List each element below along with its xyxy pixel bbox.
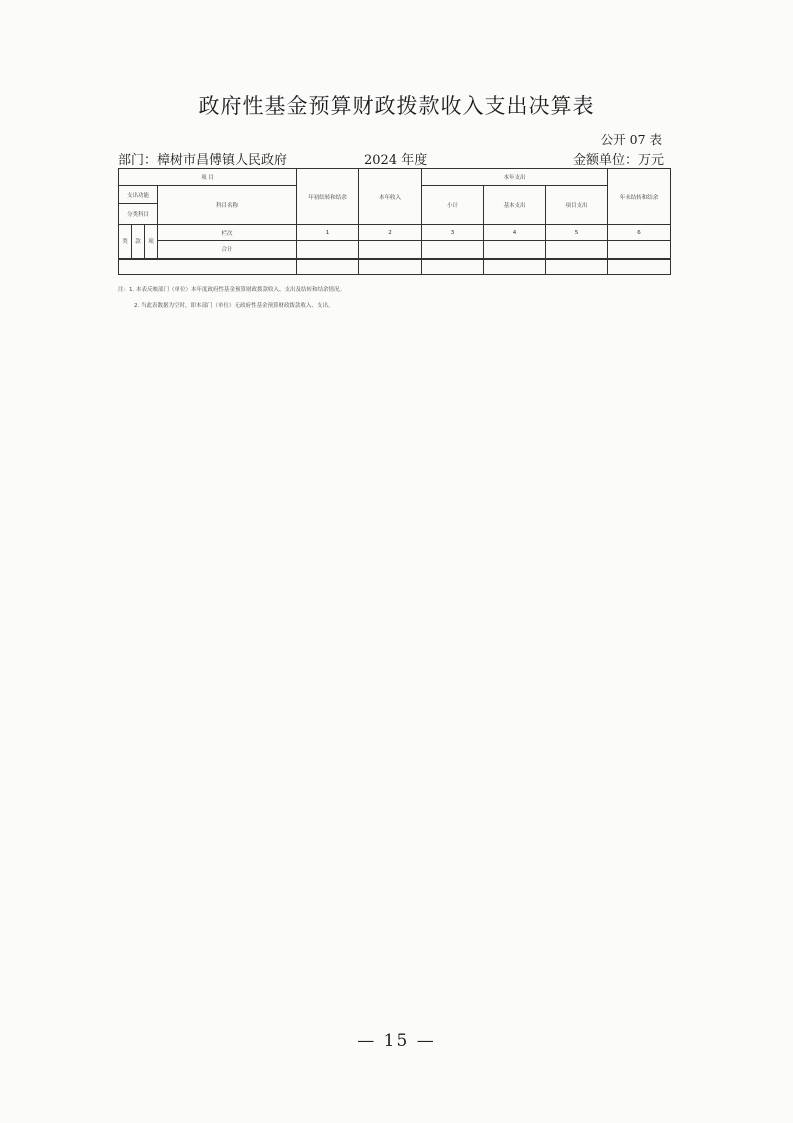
note-line: 2. 当此表数据为空时，即本部门（单位）无政府性基金预算财政拨款收入、支出。 [134,303,334,309]
column-number: 4 [484,225,546,241]
header-func-class-b: 分类科目 [119,204,158,225]
column-number: 3 [422,225,484,241]
row-label-total: 合计 [158,241,297,259]
table-cell [484,241,546,259]
table-cell [297,259,359,275]
header-subject-name: 科目名称 [158,186,297,225]
row-label-column-order: 栏次 [158,225,297,241]
header-current-income: 本年收入 [359,169,422,225]
budget-table [118,168,671,275]
meta-row [118,149,670,167]
column-number: 5 [546,225,608,241]
note-line: 注：1. 本表反映部门（单位）本年度政府性基金预算财政拨款收入、支出及结转和结余情况。 [118,287,345,293]
department-label: 部门：樟树市昌傅镇人民政府 [118,153,288,168]
unit-label: 金额单位：万元 [572,153,664,168]
table-cell [422,259,484,275]
column-number: 2 [359,225,422,241]
table-cell [608,259,671,275]
table-cell [608,241,671,259]
column-number: 1 [297,225,359,241]
header-closing-balance: 年末结转和结余 [608,169,671,225]
column-number: 6 [608,225,671,241]
page-title: 政府性基金预算财政拨款收入支出决算表 [198,94,595,118]
header-lei: 类 [119,225,132,259]
table-cell [119,259,297,275]
header-xiang: 项 [145,225,158,259]
header-project-expense: 项目支出 [546,186,608,225]
table-cell [546,259,608,275]
page-number: — 15 — [357,1031,436,1051]
table-cell [546,241,608,259]
header-project: 项 目 [119,169,297,186]
notes [118,282,678,314]
header-basic-expense: 基本支出 [484,186,546,225]
header-subtotal: 小计 [422,186,484,225]
year-label: 2024 年度 [364,153,428,168]
table-cell [484,259,546,275]
table-cell [359,241,422,259]
header-opening-balance: 年初结转和结余 [297,169,359,225]
table-id: 公开 07 表 [600,132,662,147]
header-kuan: 款 [132,225,145,259]
table-cell [422,241,484,259]
header-func-class-a: 支出功能 [119,186,158,204]
table-cell [359,259,422,275]
table-cell [297,241,359,259]
header-current-expense: 本年支出 [422,169,608,186]
